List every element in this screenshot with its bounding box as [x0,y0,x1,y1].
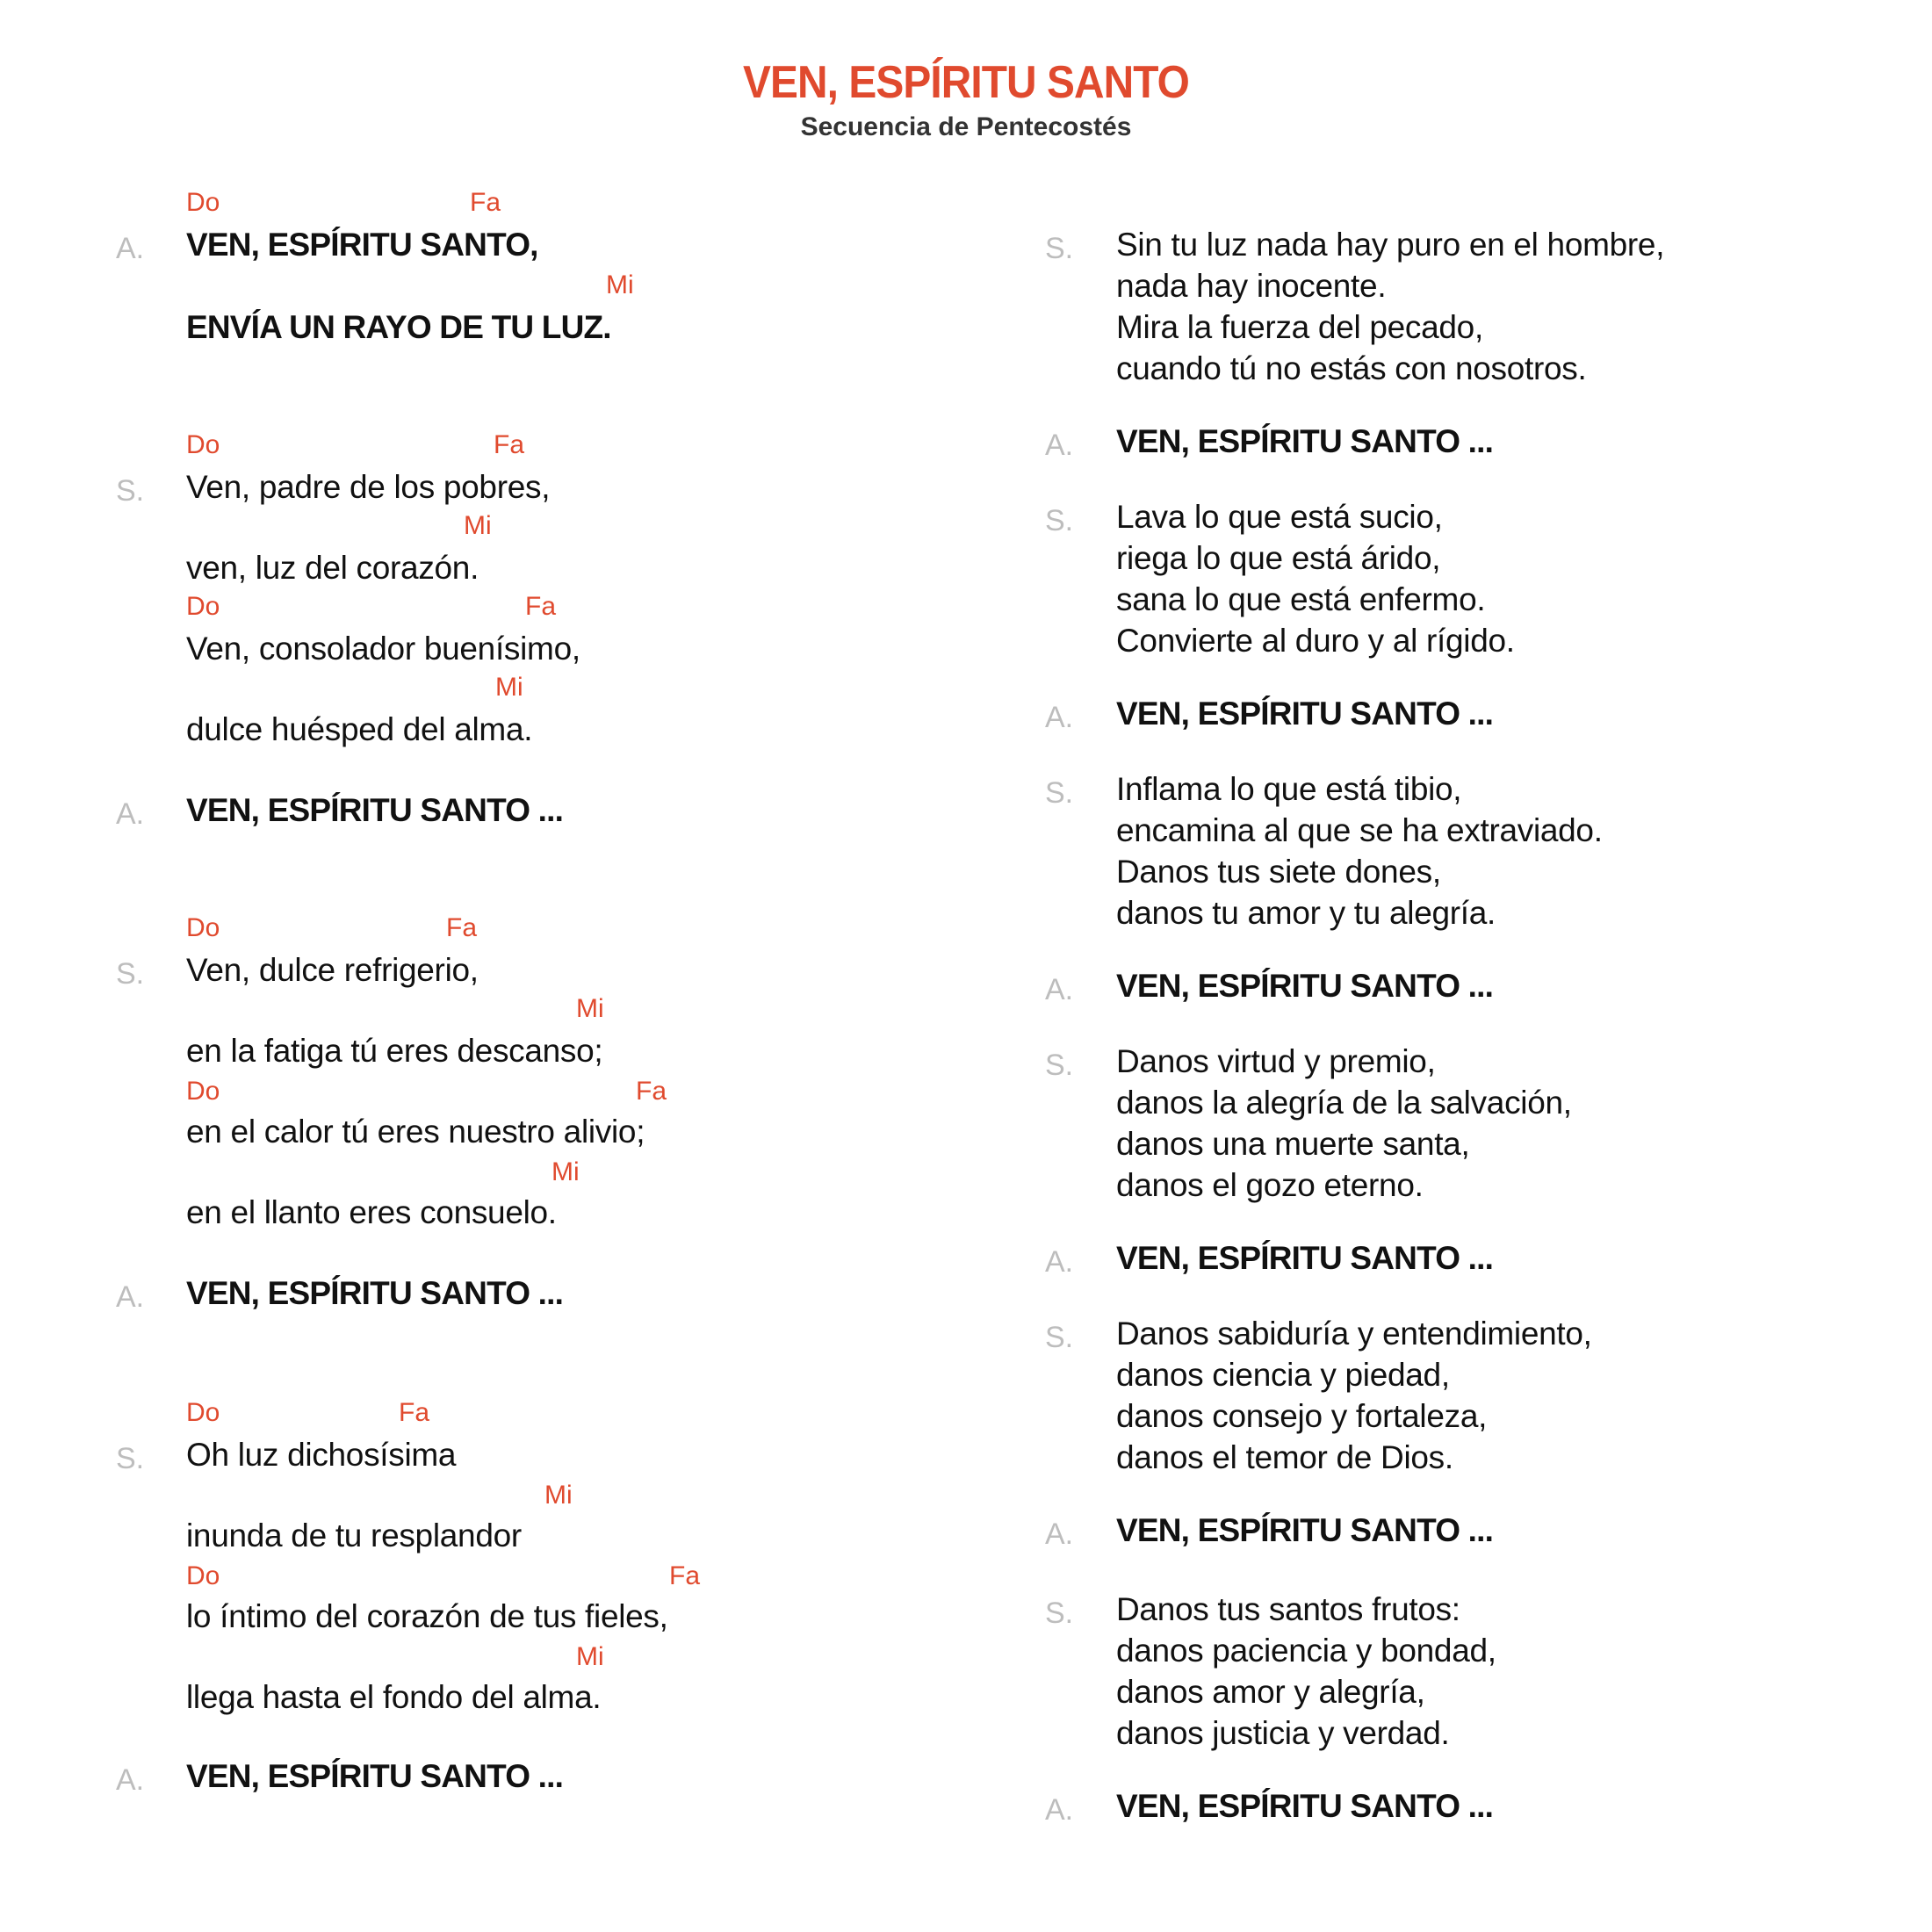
verse-line: Inflama lo que está tibio, [1116,771,1462,807]
verse-line: cuando tú no estás con nosotros. [1116,350,1587,386]
verse-line: Danos tus siete dones, [1116,854,1441,890]
verse-line: danos la alegría de la salvación, [1116,1085,1572,1121]
verse-line: Convierte al duro y al rígido. [1116,623,1515,659]
chord-mi: Mi [606,270,634,299]
page-title: VEN, ESPÍRITU SANTO [743,57,1189,108]
refrain-line: VEN, ESPÍRITU SANTO, [186,227,538,263]
verse-line: Sin tu luz nada hay puro en el hombre, [1116,227,1665,263]
verse-line: Ven, padre de los pobres, [186,469,551,505]
verse-line: en el calor tú eres nuestro alivio; [186,1114,645,1150]
verse-line: danos tu amor y tu alegría. [1116,895,1496,931]
refrain-line: VEN, ESPÍRITU SANTO ... [1116,968,1494,1004]
refrain-line: VEN, ESPÍRITU SANTO ... [1116,1788,1494,1824]
page-subtitle: Secuencia de Pentecostés [800,112,1132,141]
refrain-line: VEN, ESPÍRITU SANTO ... [1116,696,1494,732]
chord-fa: Fa [669,1561,701,1590]
verse-line: en el llanto eres consuelo. [186,1194,557,1230]
verse-line: Danos virtud y premio, [1116,1043,1436,1079]
chord-fa: Fa [470,188,501,217]
assembly-label: A. [1045,1793,1074,1827]
chord-do: Do [186,188,220,217]
soloist-label: S. [116,1442,145,1475]
assembly-label: A. [1045,1517,1074,1551]
refrain-line: VEN, ESPÍRITU SANTO ... [186,1275,564,1311]
chord-do: Do [186,1077,220,1106]
verse-line: encamina al que se ha extraviado. [1116,812,1603,848]
verse-line: danos el gozo eterno. [1116,1167,1424,1203]
verse-line: danos ciencia y piedad, [1116,1357,1450,1393]
verse-line: danos una muerte santa, [1116,1126,1470,1162]
verse-line: riega lo que está árido, [1116,540,1441,576]
assembly-label: A. [116,1280,145,1314]
chord-do: Do [186,592,220,621]
chord-fa: Fa [446,913,478,942]
soloist-label: S. [1045,1321,1074,1354]
assembly-label: A. [1045,1245,1074,1279]
verse-line: Danos sabiduría y entendimiento, [1116,1316,1592,1352]
refrain-line: VEN, ESPÍRITU SANTO ... [186,1758,564,1794]
chord-fa: Fa [494,430,525,459]
chord-do: Do [186,913,220,942]
refrain-line: ENVÍA UN RAYO DE TU LUZ. [186,309,611,345]
verse-line: danos consejo y fortaleza, [1116,1398,1488,1434]
assembly-label: A. [1045,429,1074,462]
chord-mi: Mi [576,994,604,1023]
refrain-line: VEN, ESPÍRITU SANTO ... [1116,1240,1494,1276]
verse-line: Ven, dulce refrigerio, [186,952,479,988]
verse-line: dulce huésped del alma. [186,711,533,747]
soloist-label: S. [1045,1049,1074,1082]
verse-line: danos el temor de Dios. [1116,1439,1453,1475]
soloist-label: S. [116,957,145,991]
chord-mi: Mi [464,511,492,540]
verse-line: en la fatiga tú eres descanso; [186,1033,603,1069]
verse-line: sana lo que está enfermo. [1116,581,1486,617]
verse-line: ven, luz del corazón. [186,550,479,586]
refrain-line: VEN, ESPÍRITU SANTO ... [1116,1512,1494,1548]
verse-line: danos justicia y verdad. [1116,1715,1450,1751]
assembly-label: A. [116,797,145,831]
chord-fa: Fa [525,592,557,621]
verse-line: inunda de tu resplandor [186,1517,522,1554]
refrain-line: VEN, ESPÍRITU SANTO ... [186,792,564,828]
assembly-label: A. [116,232,145,265]
chord-do: Do [186,1398,220,1427]
chord-mi: Mi [551,1157,580,1186]
assembly-label: A. [116,1763,145,1797]
verse-line: llega hasta el fondo del alma. [186,1679,602,1715]
verse-line: nada hay inocente. [1116,268,1387,304]
verse-line: lo íntimo del corazón de tus fieles, [186,1598,668,1634]
verse-line: Oh luz dichosísima [186,1437,457,1473]
soloist-label: S. [1045,776,1074,810]
chord-mi: Mi [495,673,523,702]
refrain-line: VEN, ESPÍRITU SANTO ... [1116,423,1494,459]
chord-do: Do [186,1561,220,1590]
chord-do: Do [186,430,220,459]
chord-fa: Fa [399,1398,430,1427]
verse-line: Ven, consolador buenísimo, [186,631,580,667]
chord-mi: Mi [544,1481,573,1510]
soloist-label: S. [116,474,145,508]
verse-line: danos paciencia y bondad, [1116,1633,1496,1669]
soloist-label: S. [1045,232,1074,265]
soloist-label: S. [1045,1597,1074,1630]
verse-line: Lava lo que está sucio, [1116,499,1443,535]
chord-fa: Fa [636,1077,667,1106]
chord-mi: Mi [576,1642,604,1671]
verse-line: Danos tus santos frutos: [1116,1591,1460,1627]
assembly-label: A. [1045,701,1074,734]
verse-line: danos amor y alegría, [1116,1674,1425,1710]
soloist-label: S. [1045,504,1074,537]
verse-line: Mira la fuerza del pecado, [1116,309,1483,345]
assembly-label: A. [1045,973,1074,1006]
